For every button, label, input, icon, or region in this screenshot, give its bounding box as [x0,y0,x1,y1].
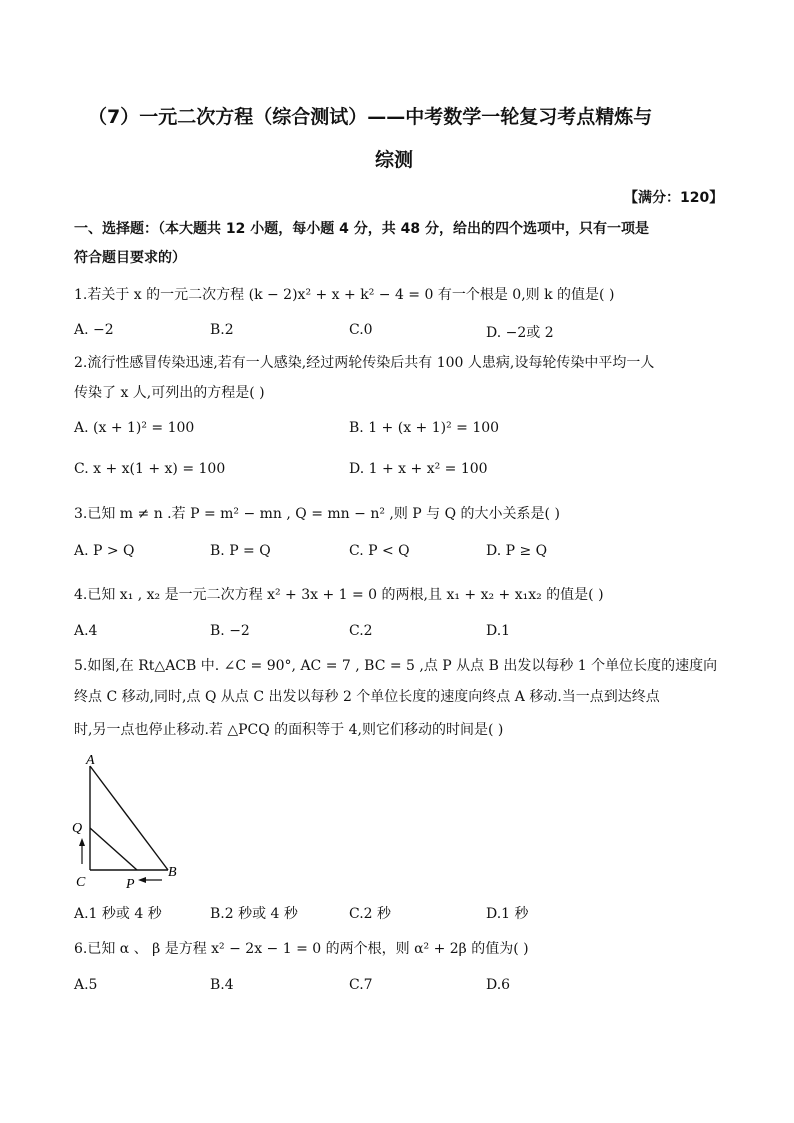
question-2-option-d: D. 1 + x + x² = 100 [349,461,488,477]
question-3-stem: 3.已知 m ≠ n .若 P = m² − mn , Q = mn − n² ,则 P 与 Q 的大小关系是( ) [74,506,560,522]
question-3-option-d: D. P ≥ Q [486,543,548,559]
question-4-option-a: A.4 [74,623,98,639]
question-6-option-a: A.5 [74,977,98,993]
triangle-figure [70,752,190,892]
question-5-option-c: C.2 秒 [349,906,392,922]
question-4-option-b: B. −2 [210,623,250,639]
arrow-left-icon [138,877,146,883]
question-2-option-a: A. (x + 1)² = 100 [74,420,195,436]
side-ab [90,766,168,870]
arrow-up-icon [79,838,85,846]
page-title-line2: 综测 [375,149,414,171]
question-5-stem-line2: 终点 C 移动,同时,点 Q 从点 C 出发以每秒 2 个单位长度的速度向终点 A 移动.当一点到达终点 [74,689,660,705]
question-1-stem: 1.若关于 x 的一元二次方程 (k − 2)x² + x + k² − 4 = 0 有一个根是 0,则 k 的值是( ) [74,287,615,303]
question-5-option-b: B.2 秒或 4 秒 [210,906,298,922]
question-2-option-c: C. x + x(1 + x) = 100 [74,461,226,477]
segment-pq [90,828,137,870]
question-5-option-a: A.1 秒或 4 秒 [74,906,162,922]
question-5-stem-line3: 时,另一点也停止移动.若 △PCQ 的面积等于 4,则它们移动的时间是( ) [74,722,504,738]
section-header-line1: 一、选择题：（本大题共 12 小题，每小题 4 分，共 48 分，给出的四个选项中，只有一项是 [74,221,649,237]
question-1-option-b: B.2 [210,322,234,338]
section-header-line2: 符合题目要求的） [74,250,186,266]
label-q: Q [72,821,83,836]
question-1-option-a: A. −2 [74,322,114,338]
question-3-option-b: B. P = Q [210,543,271,559]
question-6-option-c: C.7 [349,977,373,993]
question-2-option-b: B. 1 + (x + 1)² = 100 [349,420,500,436]
score-label: 【满分：120】 [624,190,724,206]
question-1-option-d: D. −2或 2 [486,325,554,341]
question-3-option-c: C. P < Q [349,543,410,559]
question-6-stem: 6.已知 α 、 β 是方程 x² − 2x − 1 = 0 的两个根，则 α² + 2β 的值为( ) [74,941,529,957]
question-4-stem: 4.已知 x₁ , x₂ 是一元二次方程 x² + 3x + 1 = 0 的两根,且 x₁ + x₂ + x₁x₂ 的值是( ) [74,587,604,603]
question-4-option-c: C.2 [349,623,373,639]
question-4-option-d: D.1 [486,623,511,639]
question-6-option-d: D.6 [486,977,511,993]
question-5-option-d: D.1 秒 [486,906,529,922]
question-1-option-c: C.0 [349,322,373,338]
label-a: A [86,753,95,768]
question-6-option-b: B.4 [210,977,234,993]
label-b: B [168,865,177,880]
page-title-line1: （7）一元二次方程（综合测试）——中考数学一轮复习考点精炼与 [88,106,653,128]
label-c: C [76,875,86,890]
question-2-stem-line1: 2.流行性感冒传染迅速,若有一人感染,经过两轮传染后共有 100 人患病,设每轮传染中平均一人 [74,355,655,371]
question-5-stem-line1: 5.如图,在 Rt△ACB 中. ∠C = 90°, AC = 7 , BC = 5 ,点 P 从点 B 出发以每秒 1 个单位长度的速度向 [74,658,718,674]
question-3-option-a: A. P > Q [74,543,135,559]
label-p: P [126,877,135,892]
question-2-stem-line2: 传染了 x 人,可列出的方程是( ) [74,385,265,401]
